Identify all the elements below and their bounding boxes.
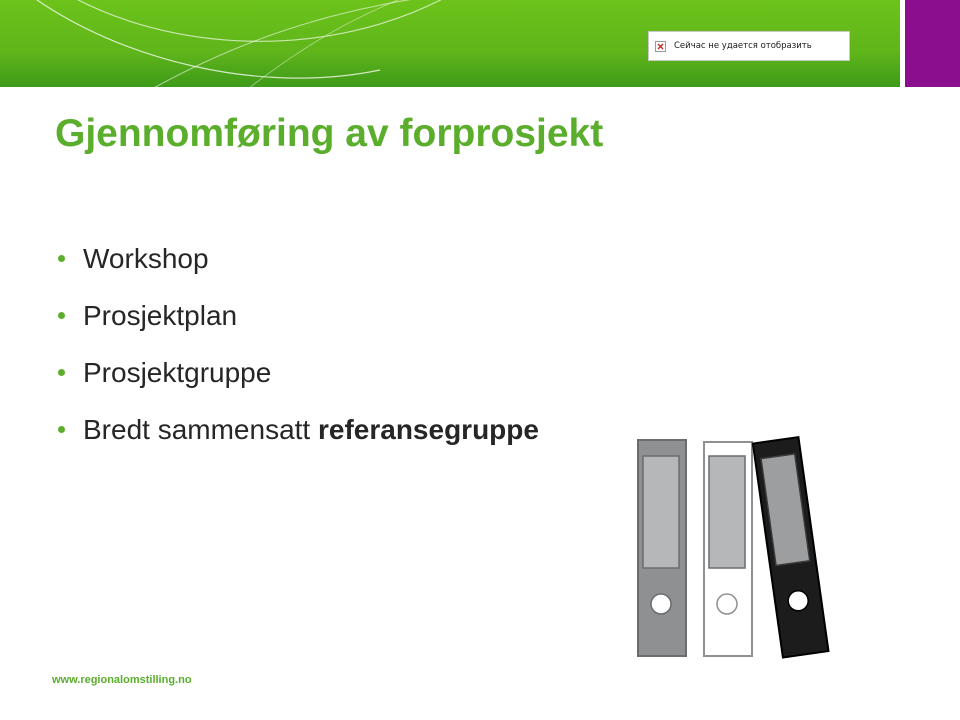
- bullet-item: [58, 230, 539, 287]
- bullet-list: [58, 230, 539, 458]
- broken-image-icon: [655, 41, 666, 52]
- slide-title: Gjennomføring av forprosjekt: [55, 112, 604, 155]
- bullet-item: [58, 344, 539, 401]
- bullet-text: Bredt sammensatt: [83, 413, 318, 445]
- accent-block: [905, 0, 960, 87]
- grey-binder: [638, 440, 686, 656]
- bullet-dot: [58, 255, 65, 262]
- white-binder: [704, 442, 752, 656]
- bullet-dot: [58, 312, 65, 319]
- bullet-bold-text: referansegruppe: [317, 413, 539, 445]
- bullet-text: Prosjektplan: [83, 299, 238, 331]
- broken-image-placeholder: [648, 31, 850, 61]
- bullet-item: [58, 401, 539, 458]
- bullet-dot: [58, 369, 65, 376]
- bullet-text: Workshop: [83, 242, 209, 274]
- bullet-item: [58, 287, 539, 344]
- binders-icon: [636, 430, 858, 662]
- black-binder: [753, 437, 829, 657]
- broken-image-message: Сейчас не удается отобразить: [674, 41, 812, 51]
- bullet-text: Prosjektgruppe: [83, 356, 272, 388]
- footer-url[interactable]: www.regionalomstilling.no: [52, 674, 192, 686]
- bullet-dot: [58, 426, 65, 433]
